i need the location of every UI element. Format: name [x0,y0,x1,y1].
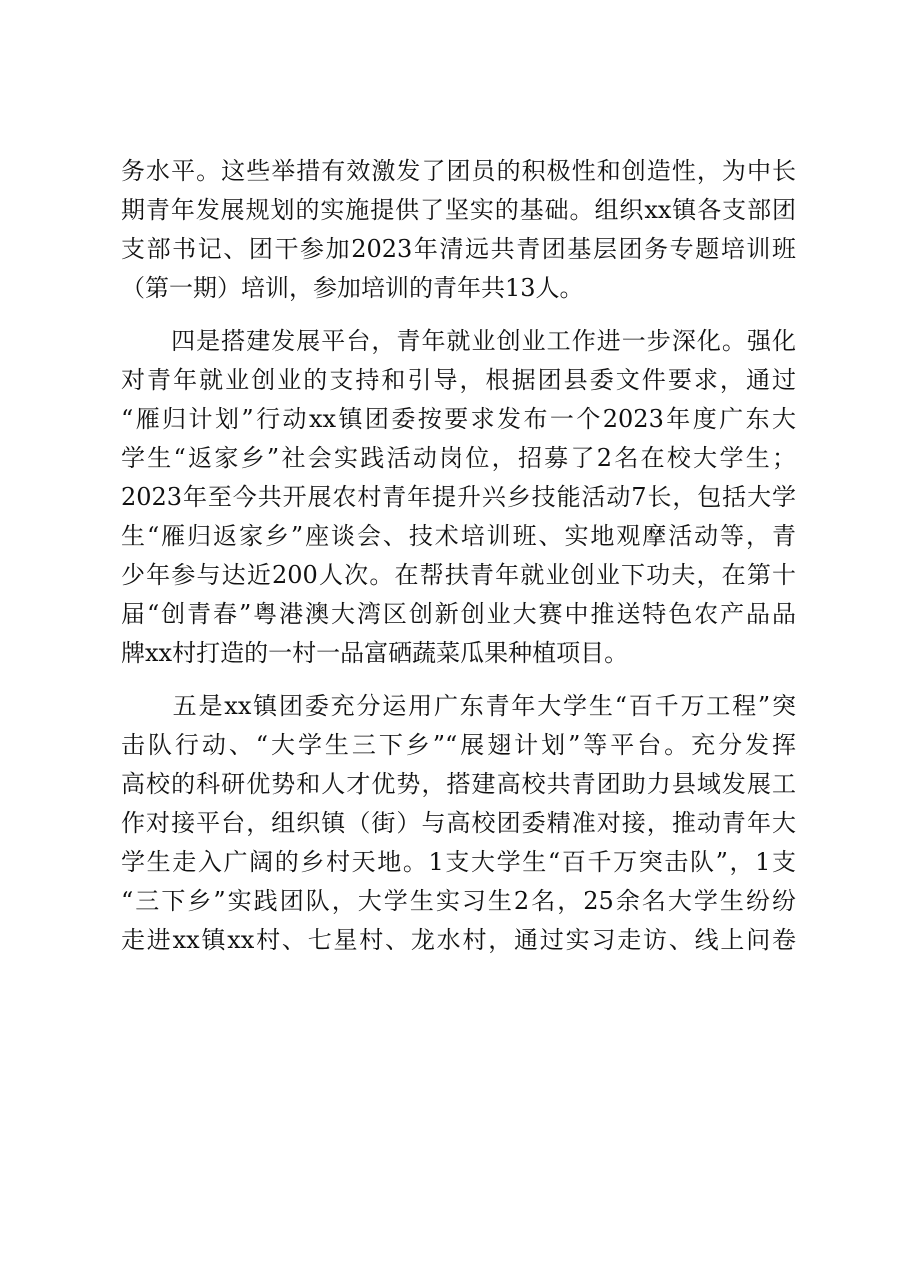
text-line: 五是xx镇团委充分运用广东青年大学生“百千万工程”突 [121,692,796,720]
text-line: 支部书记、团干参加2023年清远共青团基层团务专题培训班 [121,235,796,263]
paragraph-spacer [121,308,796,322]
text-line: 届“创青春”粤港澳大湾区创新创业大赛中推送特色农产品品 [121,600,796,628]
text-line: 对青年就业创业的支持和引导，根据团县委文件要求，通过 [121,366,796,394]
body-text [121,152,796,960]
text-line: 牌xx村打造的一村一品富硒蔬菜瓜果种植项目。 [121,639,629,667]
paragraph-1 [121,152,796,308]
paragraph-2 [121,322,796,673]
text-line: 四是搭建发展平台，青年就业创业工作进一步深化。强化 [121,327,796,355]
text-line: 期青年发展规划的实施提供了坚实的基础。组织xx镇各支部团 [121,196,796,224]
text-line: 2023年至今共开展农村青年提升兴乡技能活动7长，包括大学 [121,483,796,511]
text-line: 击队行动、“大学生三下乡”“展翅计划”等平台。充分发挥 [121,731,796,759]
text-line: 生“雁归返家乡”座谈会、技术培训班、实地观摩活动等，青 [121,522,796,550]
paragraph-3 [121,687,796,960]
text-line: 学生“返家乡”社会实践活动岗位，招募了2名在校大学生； [121,444,796,472]
text-line: “三下乡”实践团队，大学生实习生2名，25余名大学生纷纷 [121,887,796,915]
paragraph-spacer [121,673,796,687]
text-line: 高校的科研优势和人才优势，搭建高校共青团助力县域发展工 [121,770,796,798]
text-line: 走进xx镇xx村、七星村、龙水村，通过实习走访、线上问卷 [121,926,796,954]
text-line: “雁归计划”行动xx镇团委按要求发布一个2023年度广东大 [121,405,796,433]
text-line: 务水平。这些举措有效激发了团员的积极性和创造性，为中长 [121,157,796,185]
text-line: 作对接平台，组织镇（街）与高校团委精准对接，推动青年大 [121,809,796,837]
text-line: 少年参与达近200人次。在帮扶青年就业创业下功夫，在第十 [121,561,796,589]
text-line: 学生走入广阔的乡村天地。1支大学生“百千万突击队”，1支 [121,848,796,876]
text-line: （第一期）培训，参加培训的青年共13人。 [121,274,584,302]
